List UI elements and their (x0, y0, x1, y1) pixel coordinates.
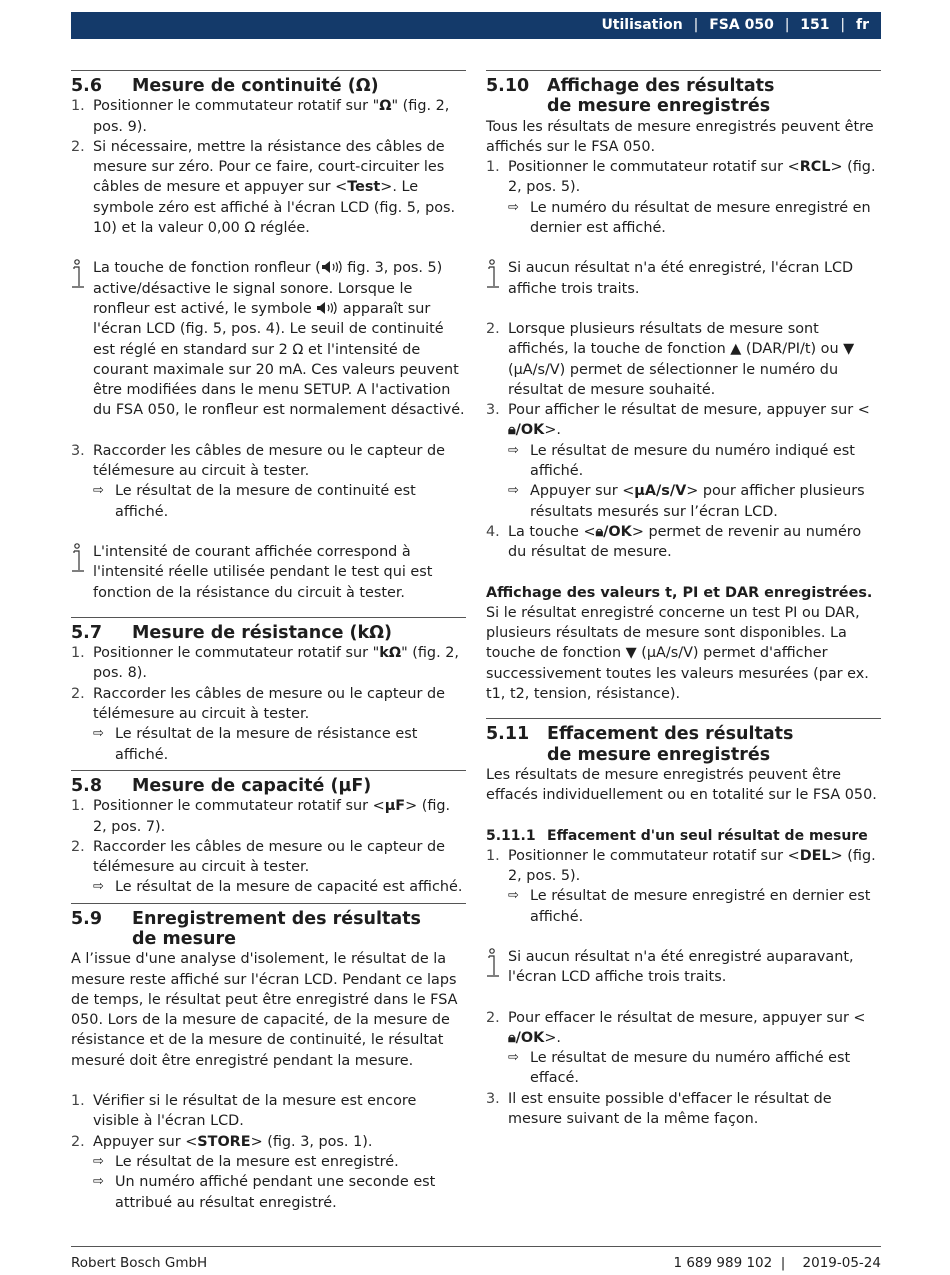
subsection-title: Affichage des valeurs t, PI et DAR enregistrées. (486, 584, 873, 601)
lock-key-icon: 🔒︎ (508, 1029, 516, 1046)
buzzer-speaker-icon (316, 300, 338, 312)
paragraph: Les résultats de mesure enregistrés peuvent être effacés individuellement ou en totalité sur le FSA 050. (486, 766, 877, 804)
header-page-number: 151 (800, 17, 830, 33)
left-column (71, 70, 466, 1213)
header-separator: | (784, 17, 790, 33)
header-separator: | (693, 17, 699, 33)
footer-rule (71, 1246, 881, 1247)
list-item: 1. Vérifier si le résultat de la mesure est encore visible à l'écran LCD. (71, 1093, 417, 1130)
result-item: ⇨ Le numéro du résultat de mesure enregistré en dernier est affiché. (486, 198, 881, 239)
result-arrow-icon: ⇨ (93, 879, 104, 895)
result-arrow-icon: ⇨ (508, 1050, 519, 1066)
list-item: 3. Pour afficher le résultat de mesure, appuyer sur <🔒︎/OK>. (486, 402, 870, 439)
footer-document-number: 1 689 989 102 (673, 1255, 773, 1271)
result-item: ⇨ Le résultat de la mesure de capacité est affiché. (71, 877, 466, 897)
list-item: 4. La touche <🔒︎/OK> permet de revenir au numéro du résultat de mesure. (486, 523, 862, 561)
result-item: ⇨ Le résultat de la mesure de continuité est affiché. (71, 481, 466, 522)
result-item: ⇨ Un numéro affiché pendant une seconde est attribué au résultat enregistré. (71, 1172, 466, 1213)
result-arrow-icon: ⇨ (93, 483, 104, 499)
result-item: ⇨ Appuyer sur <µA/s/V> pour afficher plusieurs résultats mesurés sur l’écran LCD. (486, 481, 881, 522)
footer-doc-info: 1 689 989 102 | 2019-05-24 (673, 1255, 881, 1271)
list-item: 2. Pour effacer le résultat de mesure, appuyer sur <🔒︎/OK>. (486, 1009, 866, 1046)
list-item: 3. Raccorder les câbles de mesure ou le capteur de télémesure au circuit à tester. (71, 442, 445, 480)
header-section: Utilisation (601, 17, 683, 33)
lock-key-icon: 🔒︎ (595, 523, 604, 540)
result-arrow-icon: ⇨ (93, 1174, 104, 1190)
section-heading-5-8: 5.8 Mesure de capacité (µF) (71, 775, 372, 796)
note-block: Si aucun résultat n'a été enregistré auparavant, l'écran LCD affiche trois traits. (486, 947, 881, 988)
result-item: ⇨ Le résultat de mesure du numéro indiqué est affiché. (486, 441, 881, 482)
right-column (486, 70, 881, 1129)
list-item: 2. Raccorder les câbles de mesure ou le capteur de télémesure au circuit à tester. (71, 685, 445, 723)
result-arrow-icon: ⇨ (508, 483, 519, 499)
lock-key-icon: 🔒︎ (508, 422, 516, 439)
list-item: 1. Positionner le commutateur rotatif sur "Ω" (fig. 2, pos. 9). (71, 98, 450, 135)
buzzer-speaker-icon (321, 259, 343, 271)
section-heading-5-9: 5.9 Enregistrement des résultats de mesure (71, 908, 421, 949)
info-note-icon (71, 258, 93, 420)
list-item: 2. Appuyer sur <STORE> (fig. 3, pos. 1). (71, 1133, 373, 1150)
info-note-icon (486, 947, 508, 988)
list-item: 2. Lorsque plusieurs résultats de mesure sont affichés, la touche de fonction ▲ (DAR/PI/t) ou ▼ (µA/s/V) permet de sélectionner le numéro du résultat de mesure souhaité. (486, 320, 855, 398)
section-heading-5-6: 5.6 Mesure de continuité (Ω) (71, 76, 379, 96)
result-arrow-icon: ⇨ (93, 726, 104, 742)
list-item: 2. Si nécessaire, mettre la résistance des câbles de mesure sur zéro. Pour ce faire, court-circuiter les câbles de mesure et appuyer sur <Test>. Le symbole zéro est affiché à l'écran LCD (fig. 5, pos. 10) et la valeur 0,00 Ω réglée. (71, 138, 456, 237)
subsection-heading-5-11-1: 5.11.1 Effacement d'un seul résultat de mesure (486, 827, 868, 844)
info-note-icon (486, 258, 508, 299)
note-block: La touche de fonction ronfleur ( fig. 3, pos. 5) active/désactive le signal sonore. Lorsque le ronfleur est activé, le symbole apparaît sur l'écran LCD (fig. 5, pos. 4). Le seuil de continuité est réglé en standard sur 2 Ω et l'intensité de courant maximale sur 20 mA. Ces valeurs peuvent être modifiées dans le menu SETUP. A l'activation du FSA 050, le ronfleur est normalement désactivé. (71, 258, 466, 420)
paragraph: Si le résultat enregistré concerne un test PI ou DAR, plusieurs résultats de mesure sont disponibles. La touche de fonction ▼ (µA/s/V) permet d'afficher successivement toutes les valeurs mesurées (par ex. t1, t2, tension, résistance). (486, 604, 869, 703)
footer-company: Robert Bosch GmbH (71, 1255, 208, 1271)
result-arrow-icon: ⇨ (508, 888, 519, 904)
list-item: 3. Il est ensuite possible d'effacer le résultat de mesure suivant de la même façon. (486, 1090, 832, 1128)
result-arrow-icon: ⇨ (93, 1153, 104, 1169)
result-item: ⇨ Le résultat de la mesure de résistance est affiché. (71, 724, 466, 765)
result-item: ⇨ Le résultat de la mesure est enregistré. (71, 1152, 466, 1172)
note-block: L'intensité de courant affichée correspond à l'intensité réelle utilisée pendant le test qui est fonction de la résistance du circuit à tester. (71, 542, 466, 603)
section-heading-5-10: 5.10 Affichage des résultats de mesure enregistrés (486, 76, 775, 117)
result-arrow-icon: ⇨ (508, 199, 519, 215)
list-item: 2. Raccorder les câbles de mesure ou le capteur de télémesure au circuit à tester. (71, 838, 445, 876)
footer-date: 2019-05-24 (802, 1255, 881, 1271)
result-arrow-icon: ⇨ (508, 442, 519, 458)
result-item: ⇨ Le résultat de mesure du numéro affiché est effacé. (486, 1048, 881, 1089)
section-heading-5-7: 5.7 Mesure de résistance (kΩ) (71, 622, 393, 643)
header-language: fr (856, 17, 869, 33)
paragraph: A l’issue d'une analyse d'isolement, le résultat de la mesure reste affiché sur l'écran LCD. Pendant ce laps de temps, le résultat peut être enregistré dans le FSA 050. Lors de la mesure de capacité, de la mesure de résistance et de la mesure de continuité, le résultat mesuré doit être enregistré pendant la mesure. (71, 951, 458, 1069)
note-block: Si aucun résultat n'a été enregistré, l'écran LCD affiche trois traits. (486, 258, 881, 299)
result-item: ⇨ Le résultat de mesure enregistré en dernier est affiché. (486, 886, 881, 927)
list-item: 1. Positionner le commutateur rotatif sur <µF> (fig. 2, pos. 7). (71, 798, 451, 835)
header-separator: | (840, 17, 846, 33)
paragraph: Tous les résultats de mesure enregistrés peuvent être affichés sur le FSA 050. (486, 118, 874, 155)
list-item: 1. Positionner le commutateur rotatif sur "kΩ" (fig. 2, pos. 8). (71, 645, 459, 682)
list-item: 1. Positionner le commutateur rotatif sur <DEL> (fig. 2, pos. 5). (486, 847, 876, 885)
header-product: FSA 050 (709, 17, 774, 33)
section-heading-5-11: 5.11 Effacement des résultats de mesure enregistrés (486, 724, 794, 765)
page-header (71, 12, 881, 39)
list-item: 1. Positionner le commutateur rotatif sur <RCL> (fig. 2, pos. 5). (486, 159, 876, 196)
info-note-icon (71, 542, 93, 603)
